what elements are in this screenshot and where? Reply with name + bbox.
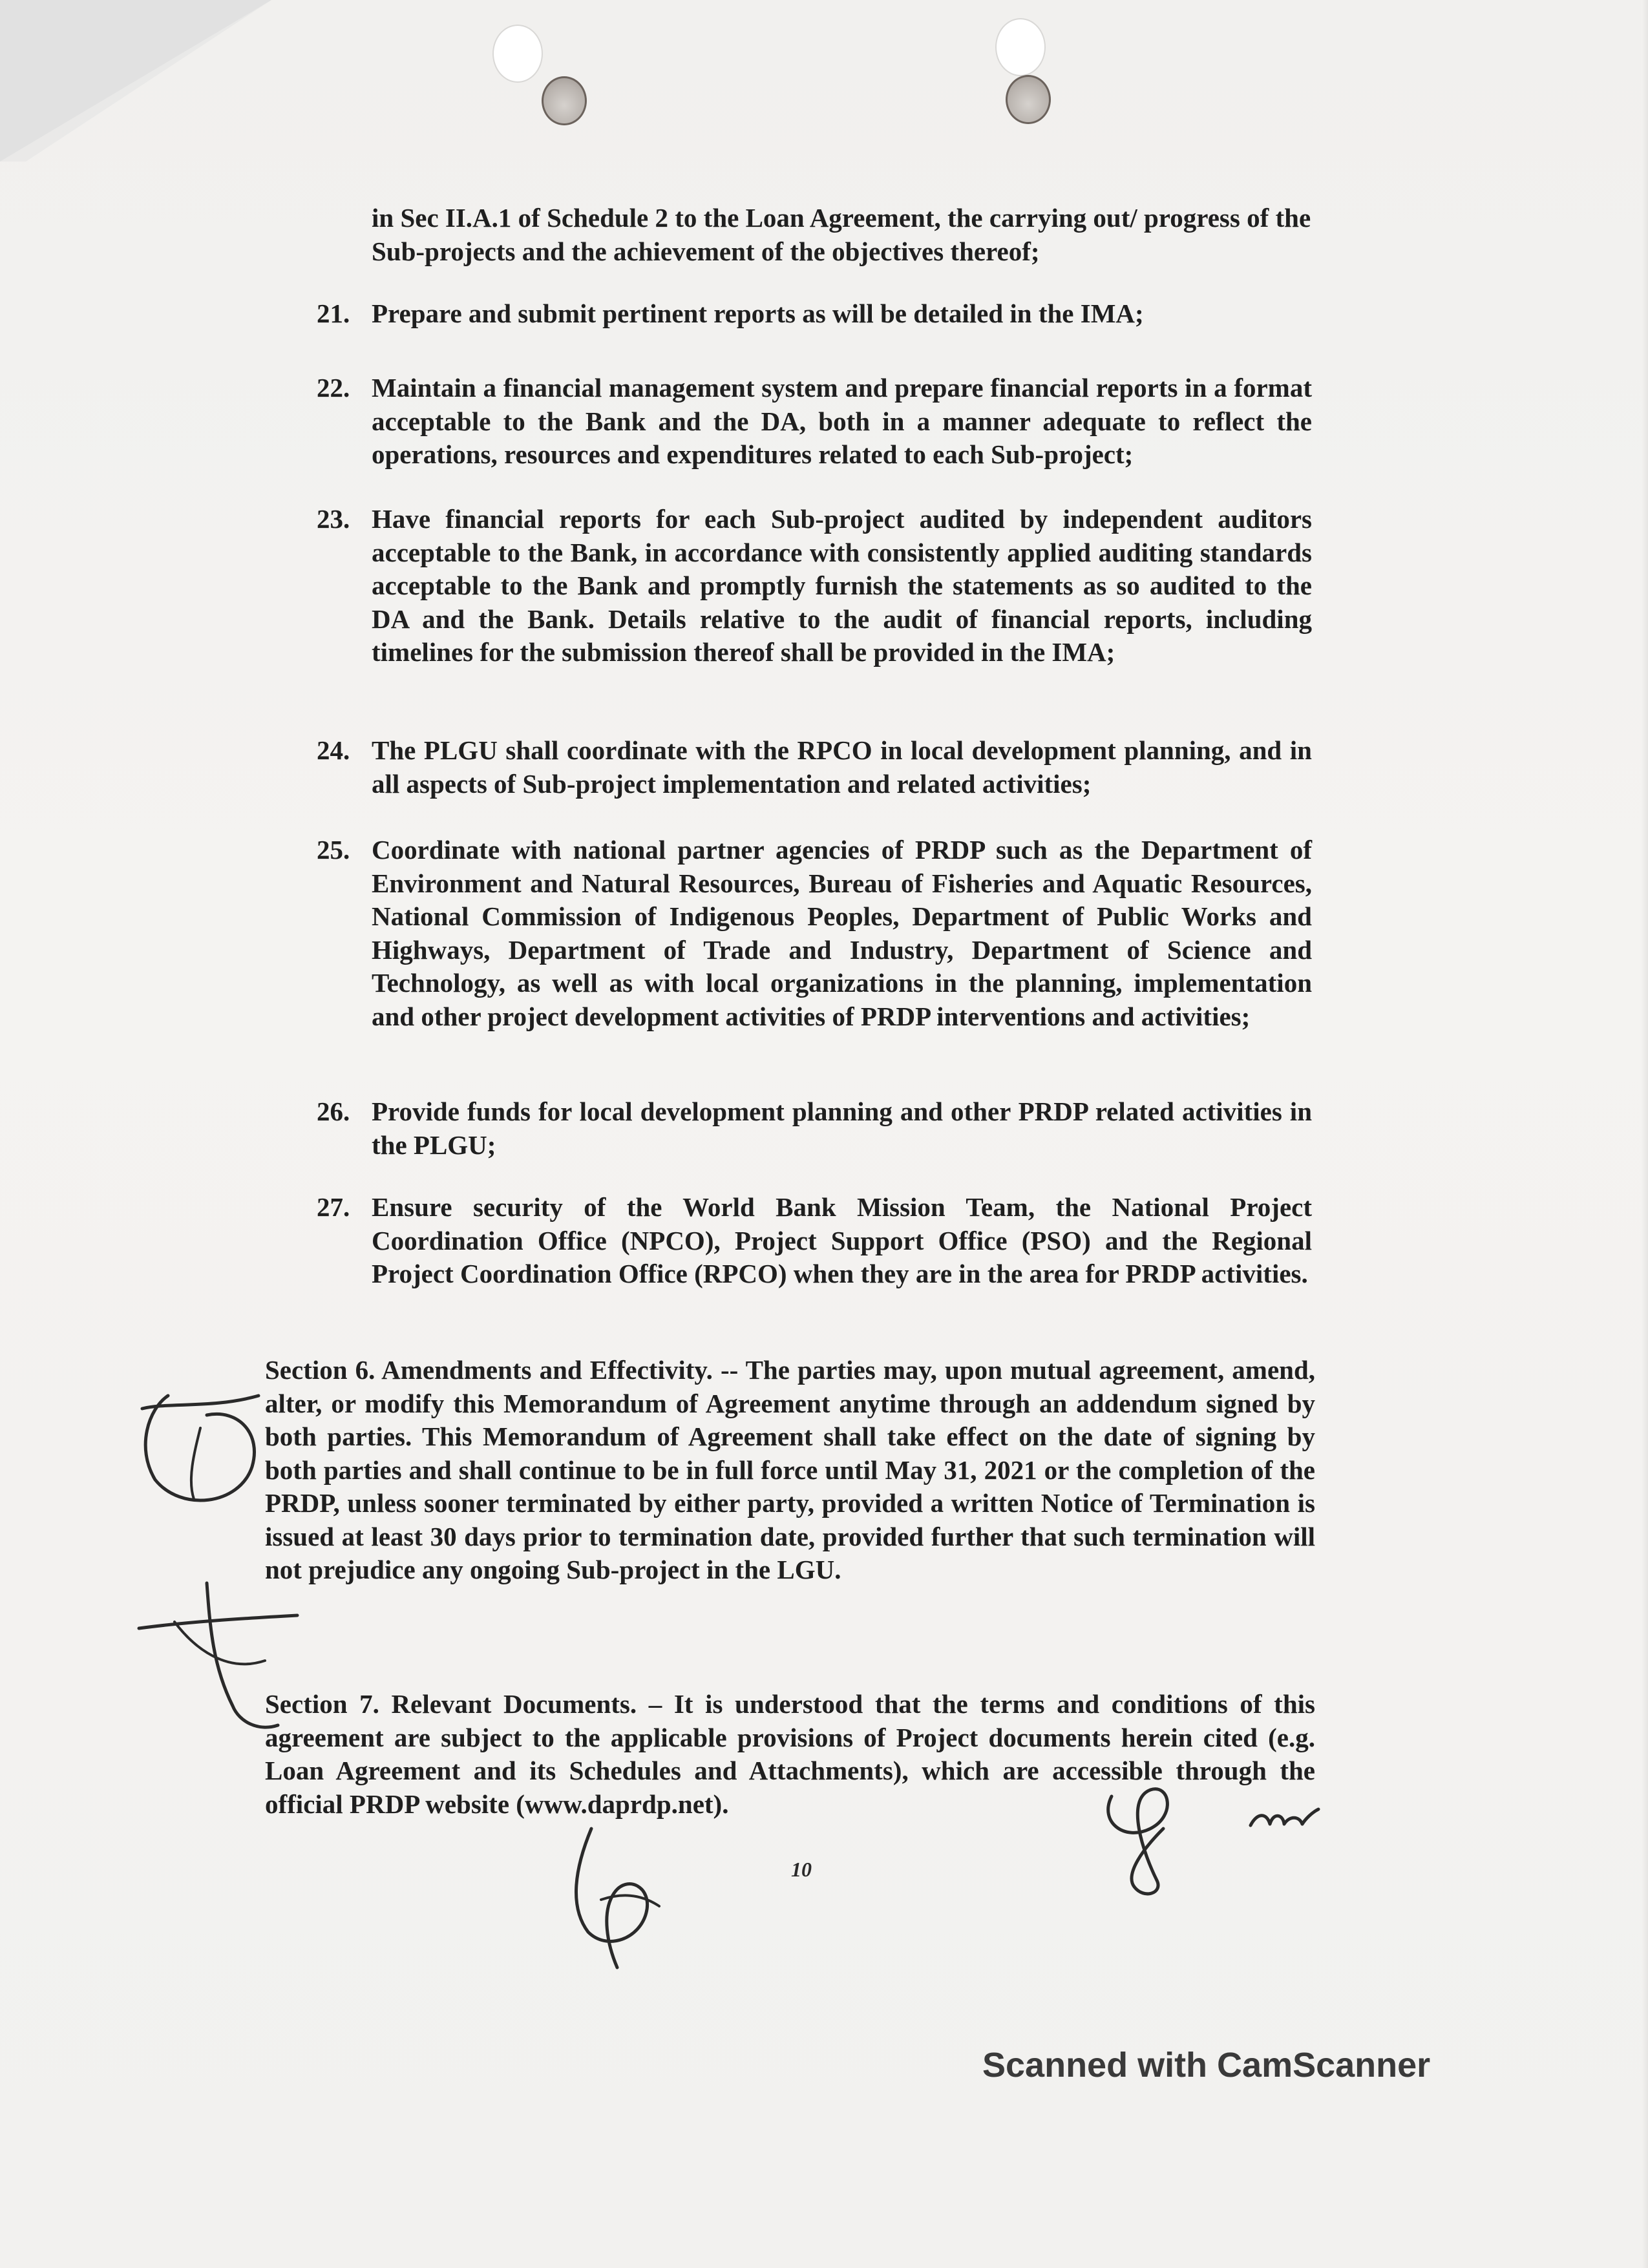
section-6-heading: Section 6. Amendments and Effectivity.: [265, 1355, 713, 1385]
signature-initial-left-section7: [136, 1577, 304, 1745]
section-6-amendments: [265, 1354, 1315, 1587]
item-number: 26.: [317, 1097, 350, 1126]
signature-bottom-center: [562, 1822, 692, 1971]
item-text: Have financial reports for each Sub-project audited by independent auditors acceptable to the Bank, in accordance with consistently applied auditing standards acceptable to the Bank and promptly furnish the statements as so audited to the DA and the Bank. Details relative to the audit of financial reports, including timelines for the submission thereof shall be provided in the IMA;: [372, 504, 1312, 667]
page-right-edge: [1642, 0, 1648, 2268]
punch-hole-right: [1006, 75, 1051, 124]
item-number: 27.: [317, 1192, 350, 1222]
camscanner-watermark: Scanned with CamScanner: [982, 2046, 1431, 2084]
item-text: Ensure security of the World Bank Mission Team, the National Project Coordination Office (NPCO), Project Support Office (PSO) and the Regional Project Coordination Office (RPCO) when they are in the area for PRDP activities.: [372, 1192, 1312, 1288]
punch-hole-left: [542, 76, 587, 125]
item-number: 24.: [317, 735, 350, 765]
item-text: Coordinate with national partner agencies of PRDP such as the Department of Environment and Natural Resources, Bureau of Fisheries and Aquatic Resources, National Commission of Indigenous Peoples, Department of Public Works and Highways, Department of Trade and Industry, Department of Science and Technology, as well as with local organizations in the planning, implementation and other project development activities of PRDP interventions and activities;: [372, 835, 1312, 1031]
item-text: The PLGU shall coordinate with the RPCO in local development planning, and in all aspects of Sub-project implementation and related activities;: [372, 735, 1312, 799]
item-number: 25.: [317, 835, 350, 865]
section-7-heading: Section 7. Relevant Documents.: [265, 1689, 637, 1719]
item-number: 22.: [317, 373, 350, 403]
signature-bottom-right: [1086, 1770, 1209, 1900]
punch-hole-left-top: [492, 25, 543, 83]
section-7-body: – It is understood that the terms and conditions of this agreement are subject to the applicable provisions of Project documents herein cited (e.g. Loan Agreement and its Schedules and Attachments), which are accessible through the official PRDP website (www.daprdp.net).: [265, 1689, 1315, 1819]
section-6-body: -- The parties may, upon mutual agreement, amend, alter, or modify this Memorandum of Agreement anytime through an addendum signed by both parties. This Memorandum of Agreement shall take effect on the date of signing by both parties and shall continue to be in full force until May 31, 2021 or the completion of the PRDP, unless sooner terminated by either party, provided a written Notice of Termination is issued at least 30 days prior to termination date, provided further that such termination will not prejudice any ongoing Sub-project in the LGU.: [265, 1355, 1316, 1584]
item-text: Prepare and submit pertinent reports as will be detailed in the IMA;: [372, 299, 1144, 328]
item-text: Provide funds for local development planning and other PRDP related activities in the PLGU;: [372, 1097, 1312, 1160]
item-number: 21.: [317, 299, 350, 328]
continuation-text: in Sec II.A.1 of Schedule 2 to the Loan Agreement, the carrying out/ progress of the Sub-projects and the achievement of the objectives thereof;: [372, 203, 1311, 266]
punch-hole-right-top: [995, 18, 1046, 76]
item-text: Maintain a financial management system and prepare financial reports in a format acceptable to the Bank and the DA, both in a manner adequate to reflect the operations, resources and expenditures related to each Sub-project;: [372, 373, 1312, 469]
item-number: 23.: [317, 504, 350, 534]
page-corner-fold: [0, 0, 271, 162]
signature-initial-left-section6: [129, 1370, 323, 1512]
page-number: 10: [791, 1858, 812, 1881]
initials-right-margin: [1244, 1800, 1322, 1838]
